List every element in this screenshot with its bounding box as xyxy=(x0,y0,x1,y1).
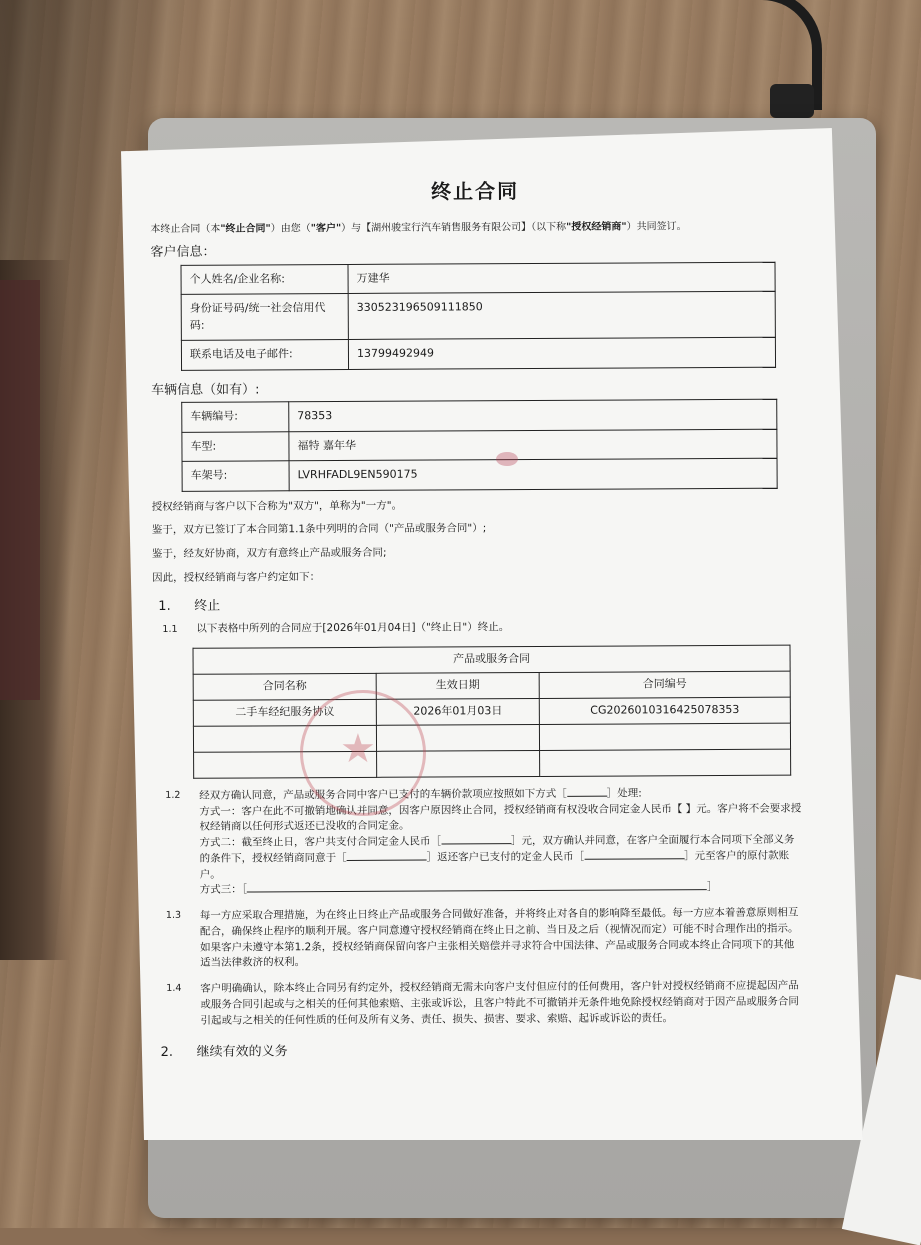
blank-field xyxy=(567,795,607,796)
field-label: 车辆编号: xyxy=(182,402,289,432)
cable-plug xyxy=(770,84,814,118)
clause-text: 方式三：［ xyxy=(199,883,248,896)
intro-text: ）共同签订。 xyxy=(626,221,687,233)
section-title: 继续有效的义务 xyxy=(196,1044,288,1061)
left-object xyxy=(0,280,40,700)
contracts-table xyxy=(193,644,792,778)
field-label: 身份证号码/统一社会信用代码: xyxy=(181,293,348,340)
intro-text: ）与【湖州骏宝行汽车销售服务有限公司】（以下称 xyxy=(341,221,567,234)
intro-term: "终止合同" xyxy=(220,223,271,235)
clause-1-1 xyxy=(152,619,802,638)
table-row xyxy=(182,429,777,462)
table-caption: 产品或服务合同 xyxy=(193,645,790,674)
section-2-heading xyxy=(155,1040,805,1063)
ink-smudge xyxy=(496,452,518,466)
intro-paragraph xyxy=(150,219,800,237)
field-label: 联系电话及电子邮件: xyxy=(181,339,348,369)
customer-info-table xyxy=(180,261,776,370)
table-header-row xyxy=(193,645,790,674)
whereas-clause-1: 鉴于，双方已签订了本合同第1.1条中列明的合同（"产品或服务合同"）; xyxy=(151,522,487,537)
clause-text: 方式二：截至终止日，客户共支付合同定金人民币［ xyxy=(199,835,442,849)
blank-field xyxy=(347,859,427,860)
intro-term: "授权经销商" xyxy=(566,221,627,233)
clause-text: 以下表格中所列的合同应于[2026年01月04日]（"终止日"）终止。 xyxy=(196,621,510,635)
clause-1-2 xyxy=(153,785,804,899)
column-header: 生效日期 xyxy=(376,672,539,699)
table-header-row xyxy=(193,671,790,700)
intro-text: ）由您（ xyxy=(270,223,311,235)
customer-name: 万建华 xyxy=(348,262,775,294)
field-label: 车型: xyxy=(182,431,289,461)
clause-text: ］处理: xyxy=(606,787,642,800)
option-two xyxy=(199,833,803,883)
table-row xyxy=(194,749,791,778)
contract-name: 二手车经纪服务协议 xyxy=(193,699,376,726)
section-number: 1. xyxy=(158,598,171,614)
field-label: 车架号: xyxy=(182,461,289,491)
option-three: 方式三：［ ］ xyxy=(199,881,718,896)
parties-definition: 授权经销商与客户以下合称为"双方"，单称为"一方"。 xyxy=(151,499,403,513)
whereas-clause-2: 鉴于，经友好协商，双方有意终止产品或服务合同; xyxy=(151,546,387,560)
document-content xyxy=(150,167,805,1069)
vehicle-number: 78353 xyxy=(289,399,777,431)
clause-number: 1.4 xyxy=(166,982,182,994)
customer-phone: 13799492949 xyxy=(348,337,775,369)
table-row xyxy=(181,337,775,370)
contract-effective-date: 2026年01月03日 xyxy=(376,698,539,725)
therefore-clause: 因此，授权经销商与客户约定如下： xyxy=(152,570,321,584)
table-row xyxy=(193,723,790,752)
blank-field xyxy=(441,843,511,844)
section-number: 2. xyxy=(160,1045,174,1061)
document-title: 终止合同 xyxy=(431,179,520,204)
clause-1-4 xyxy=(154,979,804,1030)
table-row xyxy=(182,399,777,432)
clause-text: ］返还客户已支付的定金人民币［ xyxy=(426,850,585,864)
clause-text: 经双方确认同意，产品或服务合同中客户已支付的车辆价款项应按照如下方式［ xyxy=(199,787,567,802)
vehicle-info-table xyxy=(181,399,777,492)
column-header: 合同名称 xyxy=(193,673,376,700)
blank-field xyxy=(247,889,707,892)
section-title: 终止 xyxy=(194,598,221,614)
option-one: 方式一：客户在此不可撤销地确认并同意，因客户原因终止合同，授权经销商有权没收合同定金人民币【 】元。客户将不会要求授权经销商以任何形式返还已没收的合同定金。 xyxy=(199,802,802,834)
vehicle-model: 福特 嘉年华 xyxy=(289,429,777,461)
clause-number: 1.1 xyxy=(162,623,178,635)
seal-star-icon: ★ xyxy=(340,726,376,772)
customer-id-number: 330523196509111850 xyxy=(348,291,775,339)
clause-text: ］元，双方确认并同意，在客户全面履行本合同项下全部义务的条件下，授权经销商同意于［ xyxy=(199,833,795,865)
section-1-heading xyxy=(152,593,802,616)
clause-1-3 xyxy=(154,906,804,972)
table-row xyxy=(181,262,775,295)
clause-text: ］元至客户的原付款账户。 xyxy=(199,849,790,881)
table-row xyxy=(181,291,775,340)
clause-text: 每一方应采取合理措施，为在终止日终止产品或服务合同做好准备，并将终止对各自的影响降至最低。每一方应本着善意原则相互配合，确保终止程序的顺利开展。客户同意遵守授权经销商在终止日之前、当日及之后（视情况而定）可能不时合理作出的指示。如果客户未遵守本第1.2条，授权经销商保留向客户主张相关赔偿并寻求符合中国法律、产品或服务合同或本终止合同项下的其他适当法律救济的权利。 xyxy=(199,906,799,969)
vehicle-info-label: 车辆信息（如有）: xyxy=(151,381,260,398)
intro-term: "客户" xyxy=(310,223,342,235)
field-label: 个人姓名/企业名称: xyxy=(181,264,348,294)
table-row xyxy=(193,697,790,726)
contract-number: CG2026010316425078353 xyxy=(539,697,790,724)
customer-info-label: 客户信息： xyxy=(150,244,216,260)
vehicle-vin: LVRHFADL9EN590175 xyxy=(289,458,777,490)
table-row xyxy=(182,458,777,491)
column-header: 合同编号 xyxy=(539,671,790,698)
clause-number: 1.2 xyxy=(165,789,181,801)
clause-text: 客户明确确认，除本终止合同另有约定外，授权经销商无需未向客户支付但应付的任何费用，客户针对授权经销商不应提起因产品或服务合同引起或与之相关的任何其他索赔、主张或诉讼，且客户特此不可撤销并无条件地免除授权经销商对于因产品或服务合同引起或与之相关的任何性质的任何及所有义务、责任、损失、损害、要求、索赔、起诉或诉讼的责任。 xyxy=(200,979,799,1027)
intro-text: 本终止合同（本 xyxy=(150,223,221,235)
blank-field xyxy=(584,858,684,860)
clause-number: 1.3 xyxy=(165,909,182,921)
